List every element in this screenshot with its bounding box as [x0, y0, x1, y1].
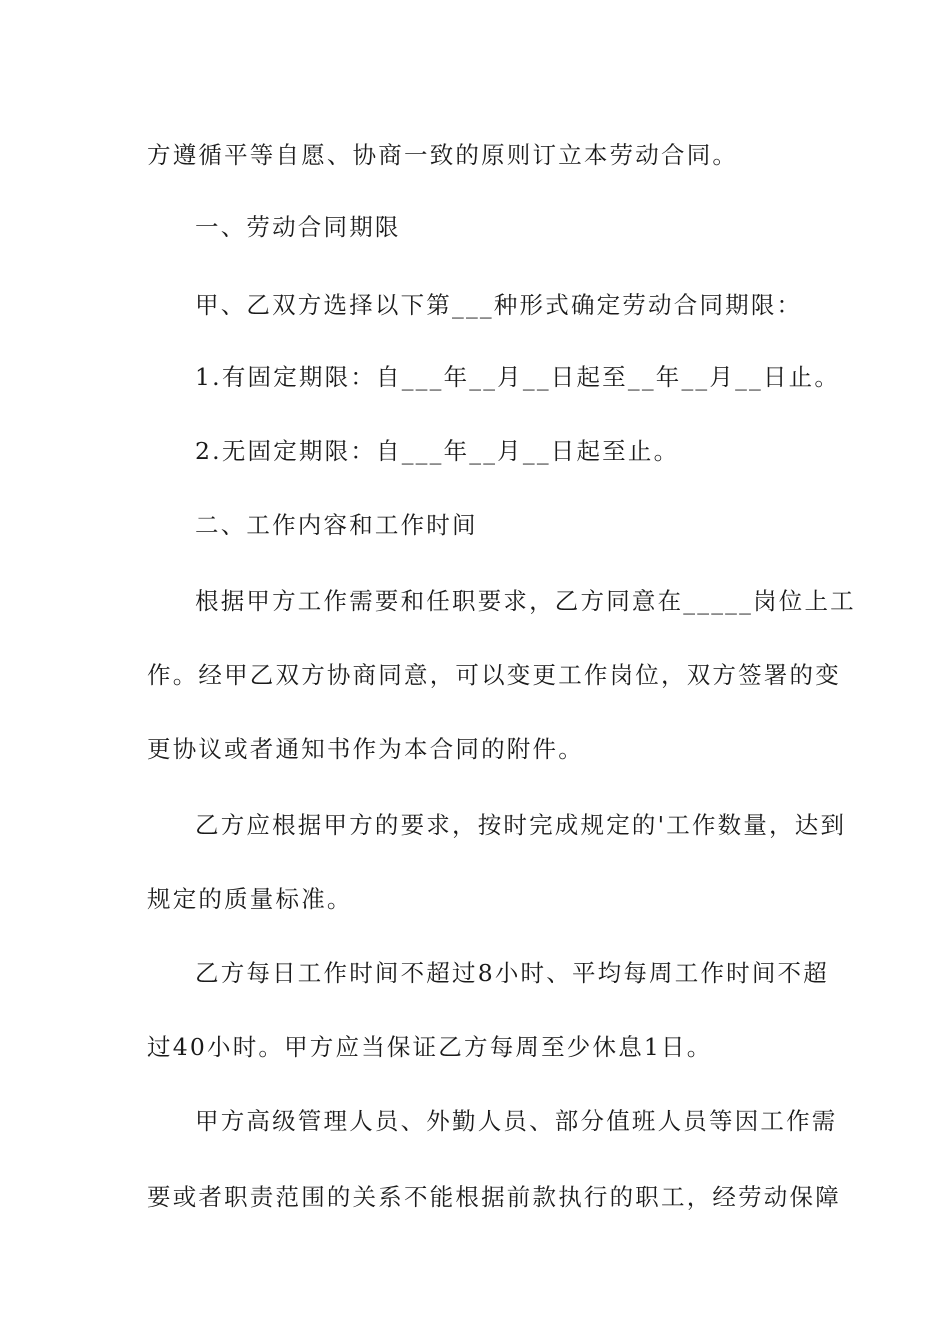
text-line: 规定的质量标准。	[147, 885, 353, 913]
text-line: 甲方高级管理人员、外勤人员、部分值班人员等因工作需	[195, 1107, 838, 1135]
text-line: 方遵循平等自愿、协商一致的原则订立本劳动合同。	[147, 141, 739, 169]
text-line: 甲、乙双方选择以下第___种形式确定劳动合同期限：	[195, 291, 803, 319]
text-line: 根据甲方工作需要和任职要求，乙方同意在_____岗位上工	[195, 587, 856, 615]
text-line: 乙方应根据甲方的要求，按时完成规定的'工作数量，达到	[195, 811, 847, 839]
text-line: 要或者职责范围的关系不能根据前款执行的职工，经劳动保障	[147, 1183, 841, 1211]
section-heading: 一、劳动合同期限	[195, 213, 401, 241]
list-item: 1.有固定期限：自___年__月__日起至__年__月__日止。	[195, 363, 841, 391]
text-line: 乙方每日工作时间不超过8小时、平均每周工作时间不超	[195, 959, 829, 987]
text-line: 作。经甲乙双方协商同意，可以变更工作岗位，双方签署的变	[147, 661, 841, 689]
list-item: 2.无固定期限：自___年__月__日起至止。	[195, 437, 680, 465]
text-line: 过40小时。甲方应当保证乙方每周至少休息1日。	[147, 1033, 713, 1061]
section-heading: 二、工作内容和工作时间	[195, 511, 478, 539]
text-line: 更协议或者通知书作为本合同的附件。	[147, 735, 584, 763]
